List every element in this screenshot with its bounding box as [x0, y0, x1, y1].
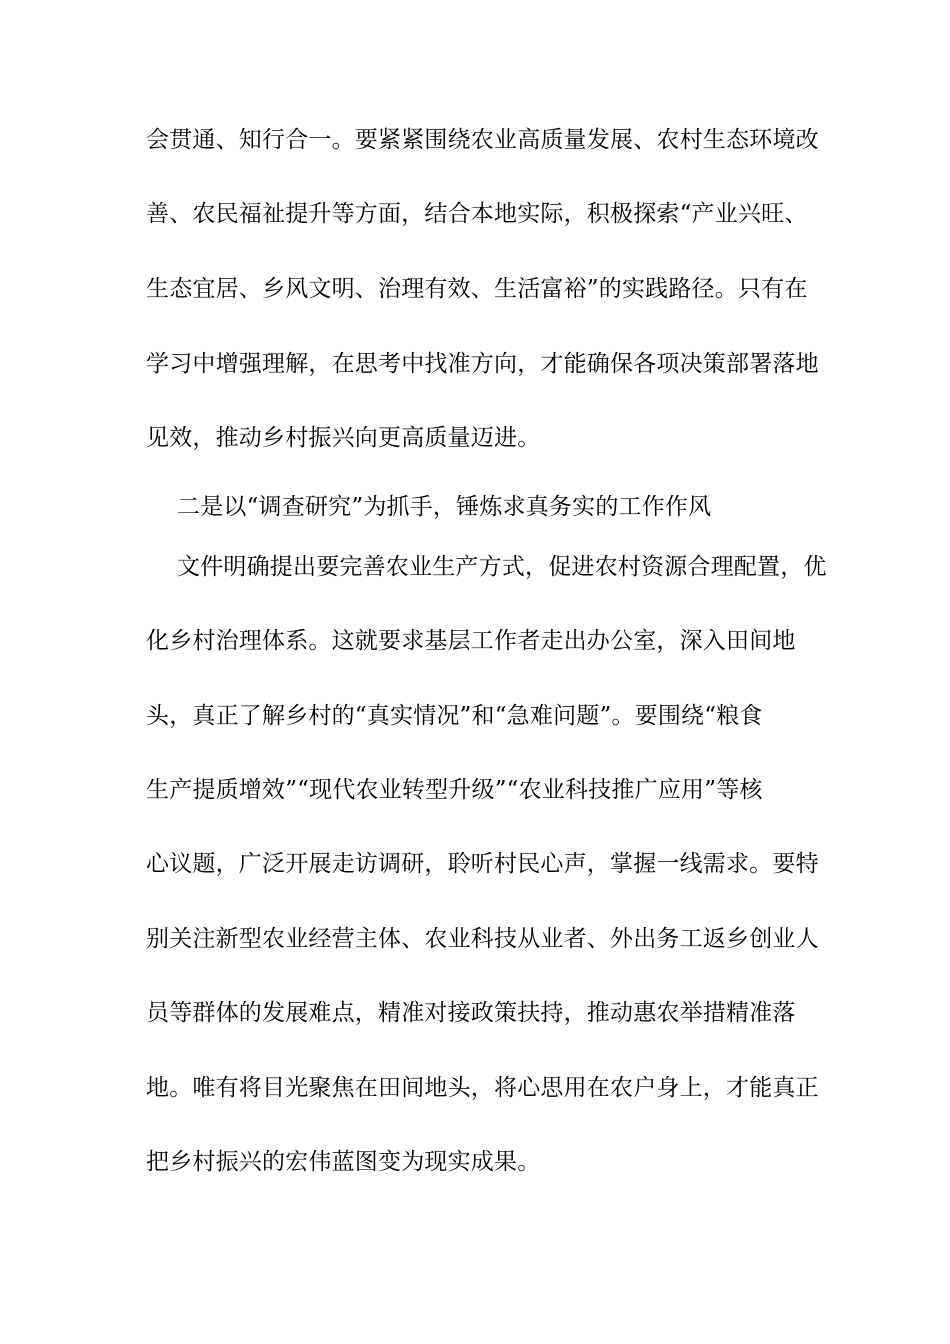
- paragraph-1-line-4: 学习中增强理解，在思考中找准方向，才能确保各项决策部署落地: [146, 351, 819, 377]
- paragraph-2-line-9: 把乡村振兴的宏伟蓝图变为现实成果。: [146, 1149, 541, 1175]
- paragraph-1-line-1: 会贯通、知行合一。要紧紧围绕农业高质量发展、农村生态环境改: [146, 127, 819, 153]
- paragraph-2-line-3: 头，真正了解乡村的“真实情况”和“急难问题”。要围绕“粮食: [146, 703, 763, 729]
- paragraph-1-line-3: 生态宜居、乡风文明、治理有效、生活富裕”的实践路径。只有在: [146, 276, 808, 302]
- paragraph-1-line-5: 见效，推动乡村振兴向更高质量迈进。: [146, 425, 541, 451]
- paragraph-1-line-2: 善、农民福祉提升等方面，结合本地实际，积极探索“产业兴旺、: [146, 201, 808, 227]
- paragraph-2-line-5: 心议题，广泛开展走访调研，聆听村民心声，掌握一线需求。要特: [146, 851, 819, 877]
- paragraph-2-line-7: 员等群体的发展难点，精准对接政策扶持，推动惠农举措精准落: [146, 1000, 796, 1026]
- section-heading: 二是以“调查研究”为抓手，锤炼求真务实的工作作风: [177, 494, 712, 520]
- paragraph-2-line-4: 生产提质增效”“现代农业转型升级”“农业科技推广应用”等核: [146, 777, 763, 803]
- paragraph-2-line-6: 别关注新型农业经营主体、农业科技从业者、外出务工返乡创业人: [146, 926, 819, 952]
- paragraph-2-line-8: 地。唯有将目光聚焦在田间地头，将心思用在农户身上，才能真正: [146, 1075, 819, 1101]
- paragraph-2-line-2: 化乡村治理体系。这就要求基层工作者走出办公室，深入田间地: [146, 628, 796, 654]
- paragraph-2-line-1: 文件明确提出要完善农业生产方式，促进农村资源合理配置，优: [177, 554, 827, 580]
